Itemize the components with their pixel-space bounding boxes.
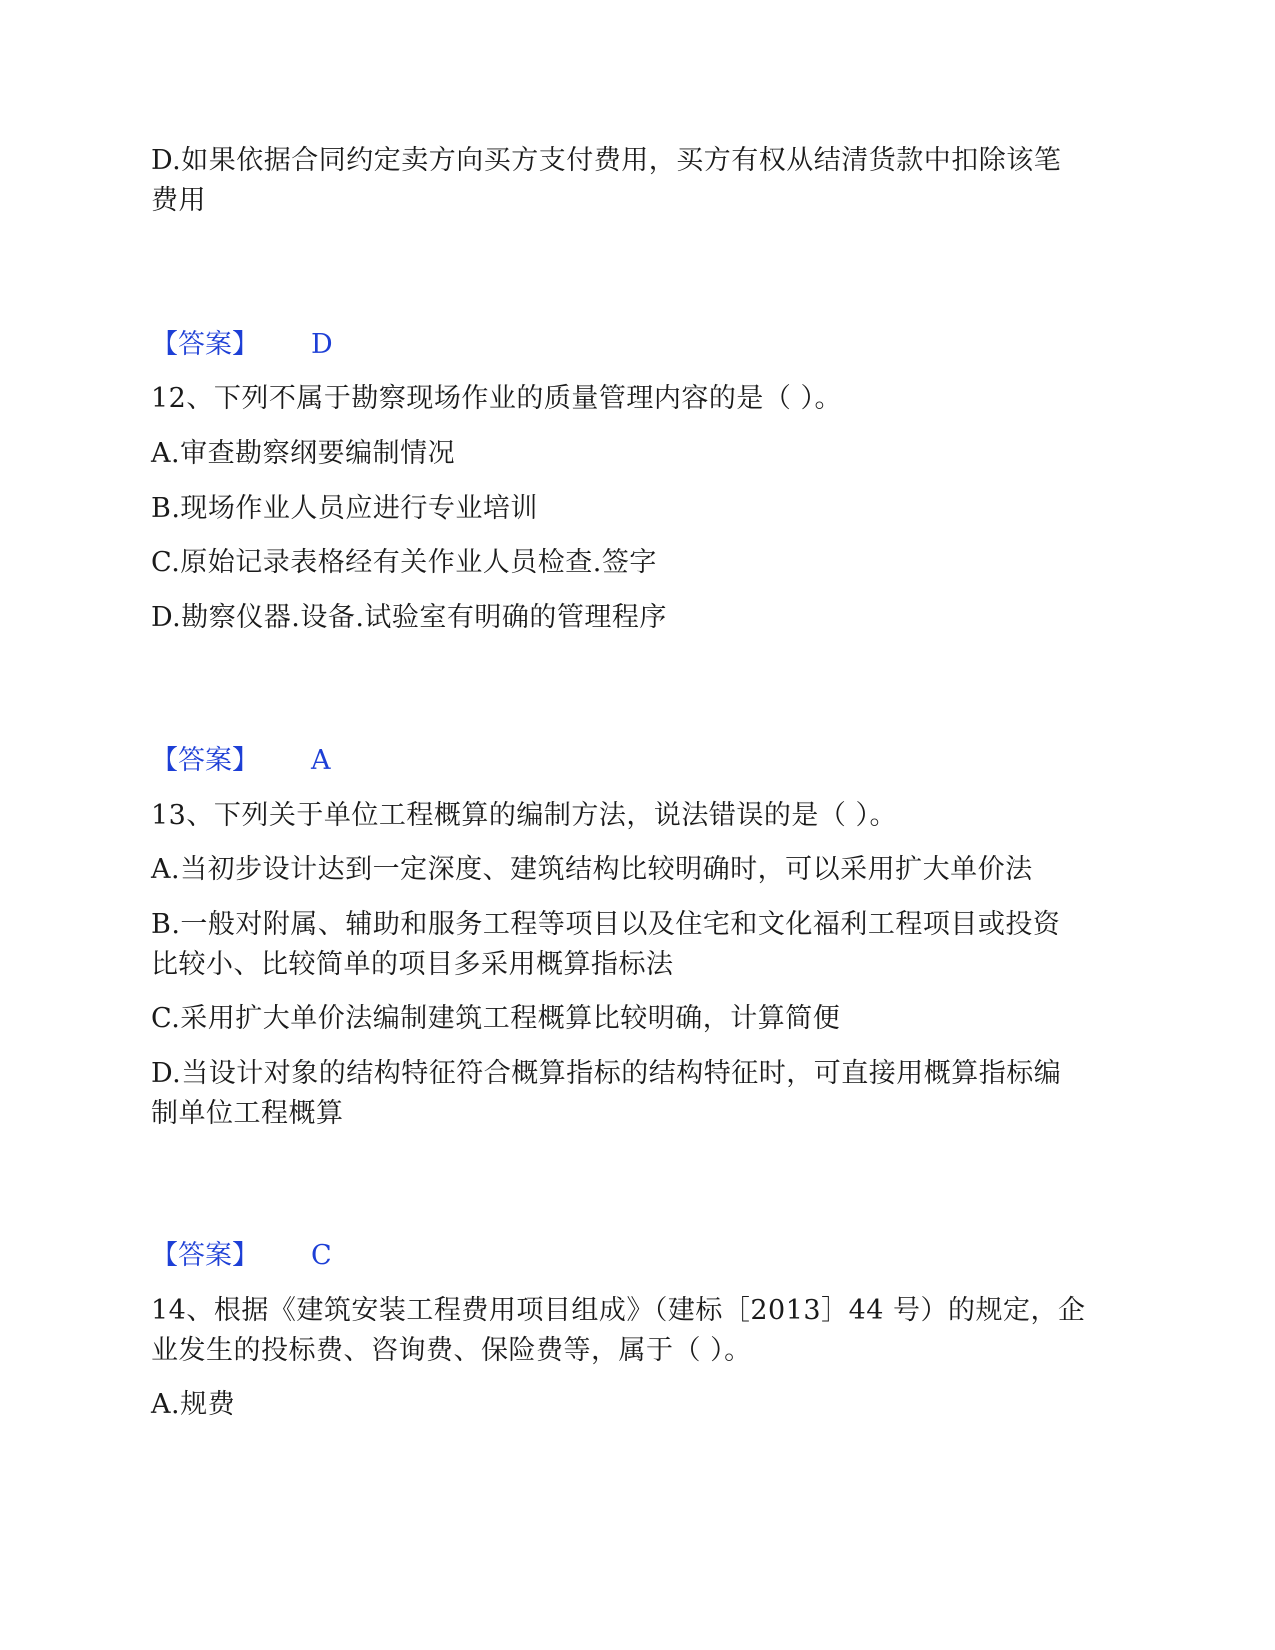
- q13-option-a: A.当初步设计达到一定深度、建筑结构比较明确时，可以采用扩大单价法: [151, 854, 1033, 885]
- q13-option-d-line1: D.当设计对象的结构特征符合概算指标的结构特征时，可直接用概算指标编: [151, 1058, 1062, 1089]
- q13-option-d-line2: 制单位工程概算: [151, 1098, 344, 1129]
- q13-option-b-line2: 比较小、比较简单的项目多采用概算指标法: [151, 949, 674, 980]
- q14-stem-line2: 业发生的投标费、咨询费、保险费等，属于（ ）。: [151, 1335, 752, 1366]
- q11-option-d-line1: D.如果依据合同约定卖方向买方支付费用，买方有权从结清货款中扣除该笔: [151, 145, 1062, 176]
- answer-value: A: [311, 745, 331, 776]
- q12-option-c: C.原始记录表格经有关作业人员检查.签字: [151, 547, 657, 578]
- answer-label: 【答案】: [151, 745, 259, 776]
- q13-option-c: C.采用扩大单价法编制建筑工程概算比较明确，计算简便: [151, 1003, 841, 1034]
- answer-label: 【答案】: [151, 329, 259, 360]
- q12-option-a: A.审查勘察纲要编制情况: [151, 438, 456, 469]
- q13-stem: 13、下列关于单位工程概算的编制方法，说法错误的是（ ）。: [151, 800, 897, 831]
- q14-option-a: A.规费: [151, 1389, 236, 1420]
- q12-option-d: D.勘察仪器.设备.试验室有明确的管理程序: [151, 602, 667, 633]
- q13-answer: [151, 1235, 332, 1276]
- q12-option-b: B.现场作业人员应进行专业培训: [151, 493, 538, 524]
- q12-answer: [151, 740, 331, 781]
- answer-value: D: [311, 329, 333, 360]
- q11-option-d-line2: 费用: [151, 185, 206, 216]
- answer-value: C: [311, 1240, 332, 1271]
- q14-stem-line1: 14、根据《建筑安装工程费用项目组成》（建标［2013］44 号）的规定，企: [151, 1295, 1086, 1326]
- q12-stem: 12、下列不属于勘察现场作业的质量管理内容的是（ ）。: [151, 383, 842, 414]
- q11-answer: [151, 324, 333, 365]
- answer-label: 【答案】: [151, 1240, 259, 1271]
- q13-option-b-line1: B.一般对附属、辅助和服务工程等项目以及住宅和文化福利工程项目或投资: [151, 909, 1061, 940]
